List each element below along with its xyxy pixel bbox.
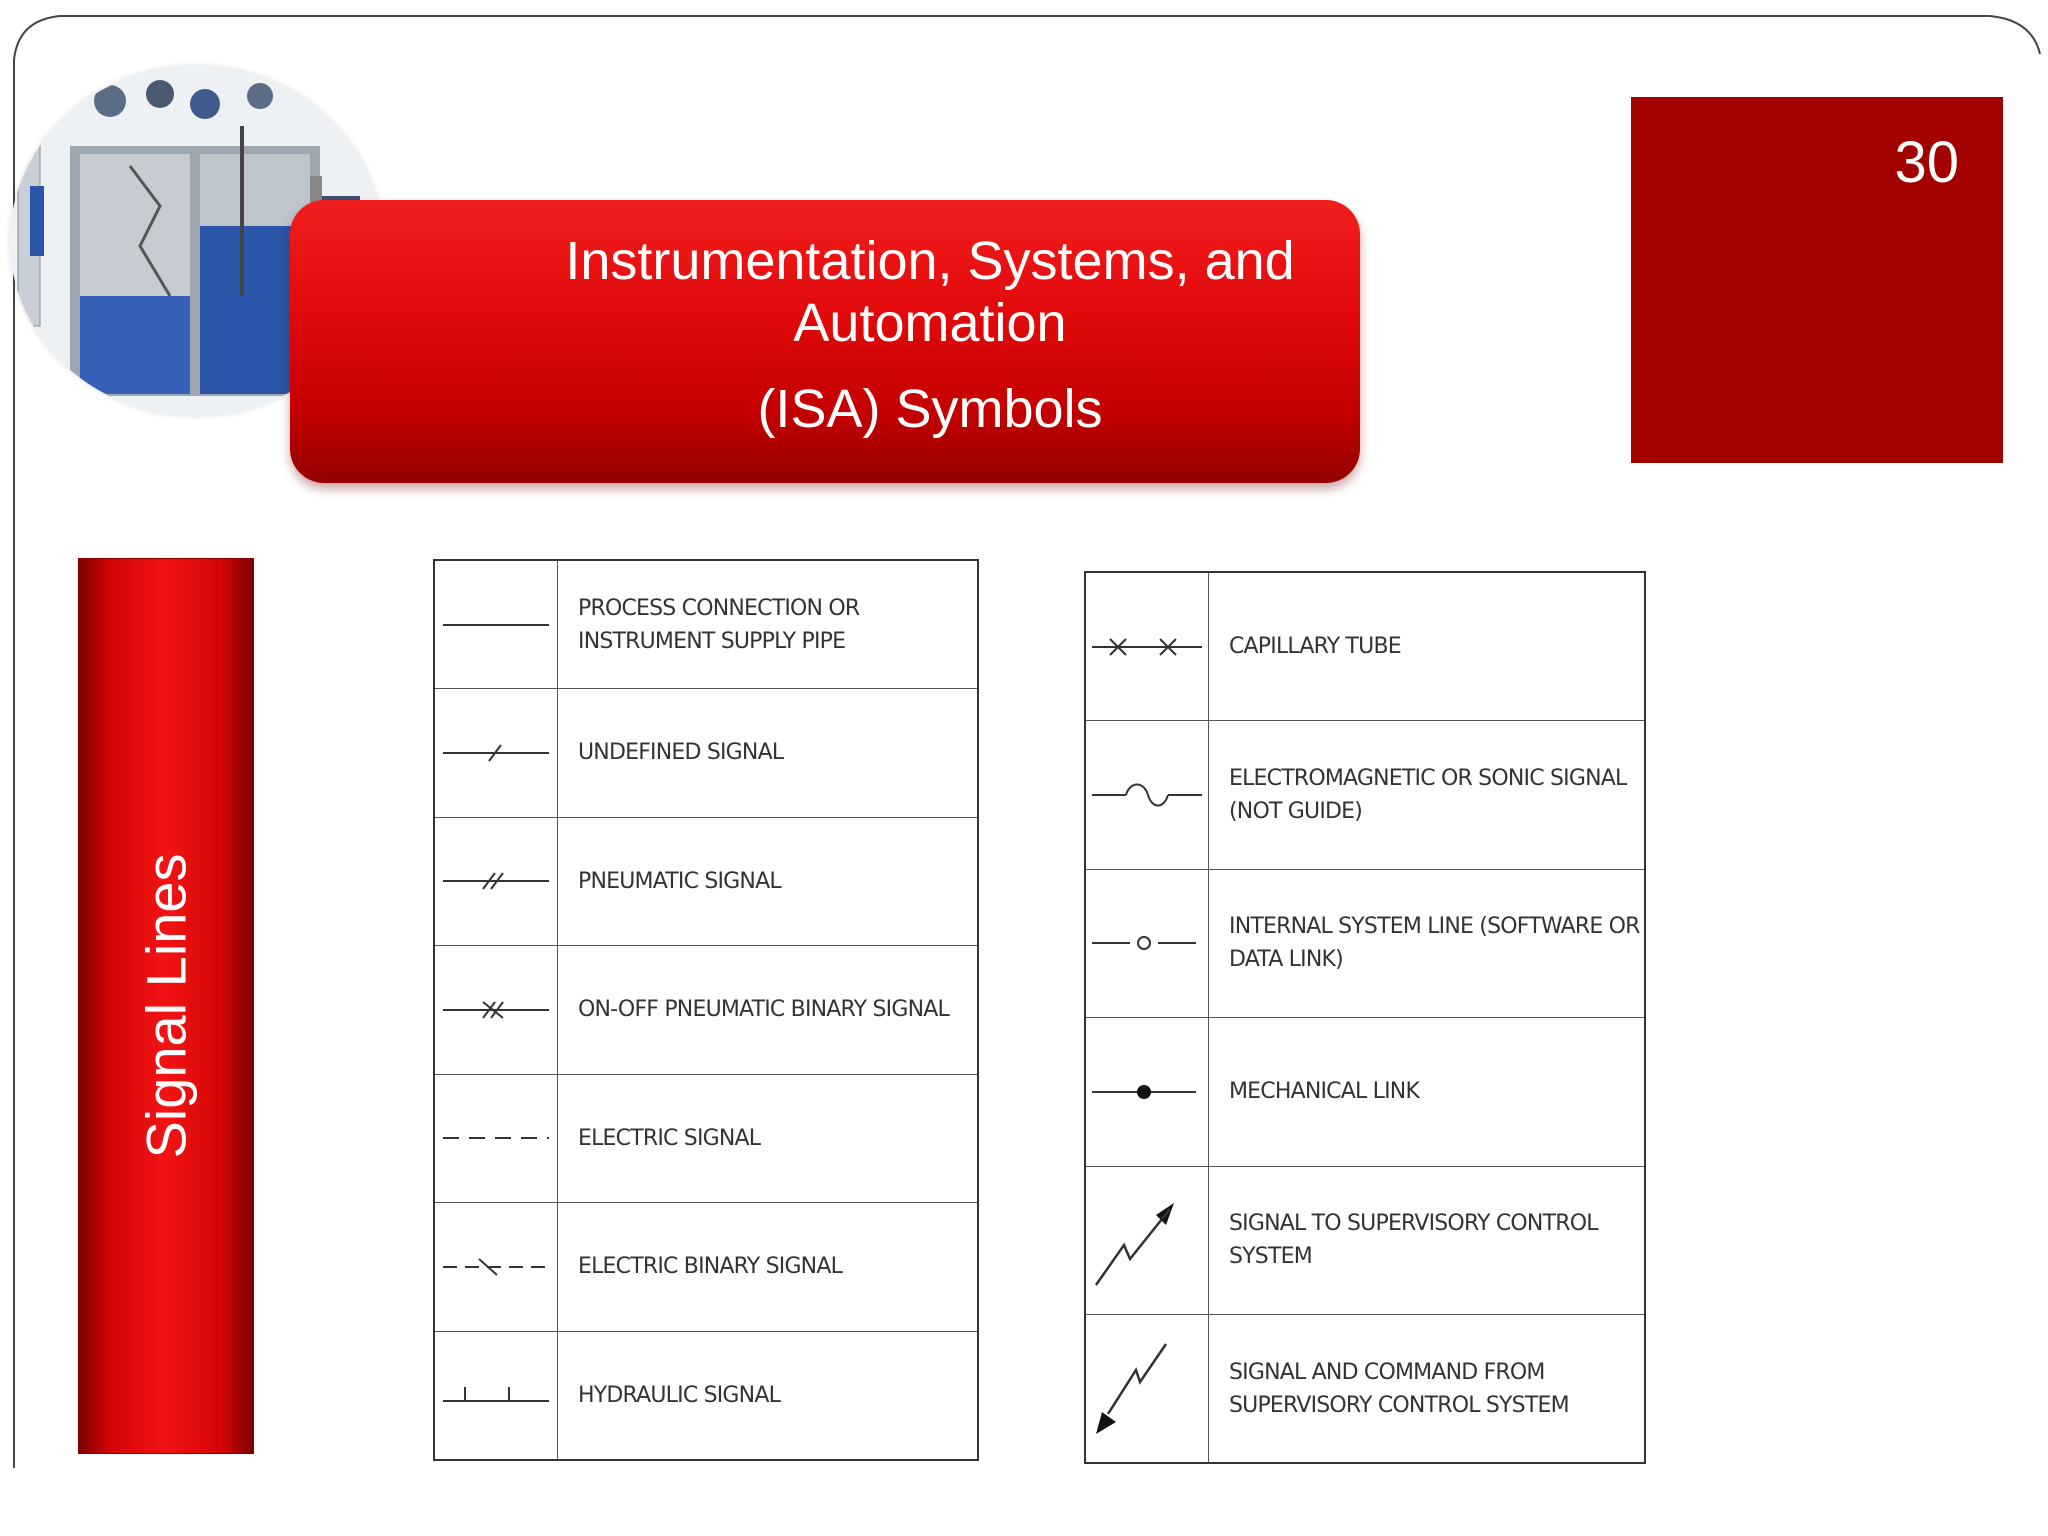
hydraulic-signal-icon bbox=[435, 1375, 557, 1415]
description-line: SIGNAL AND COMMAND FROM bbox=[1229, 1359, 1545, 1385]
table-row bbox=[434, 1331, 978, 1460]
title-line-1: Instrumentation, Systems, and bbox=[565, 231, 1295, 291]
table-row bbox=[434, 946, 978, 1075]
description-cell bbox=[558, 1074, 979, 1203]
description-line: ELECTRIC SIGNAL bbox=[578, 1125, 761, 1151]
table-row bbox=[1085, 1315, 1645, 1464]
table-row bbox=[1085, 721, 1645, 870]
description-line: CAPILLARY TUBE bbox=[1229, 634, 1401, 659]
symbol-cell bbox=[1085, 1315, 1209, 1464]
table-row bbox=[1085, 869, 1645, 1018]
description-line: ELECTRIC BINARY SIGNAL bbox=[578, 1254, 843, 1280]
symbol-cell bbox=[434, 1203, 558, 1332]
table-row bbox=[434, 1203, 978, 1332]
symbol-cell bbox=[1085, 869, 1209, 1018]
signal-to-supervisory-icon bbox=[1086, 1185, 1208, 1295]
symbol-cell bbox=[1085, 721, 1209, 870]
table-row bbox=[434, 1074, 978, 1203]
section-label-bar bbox=[78, 558, 254, 1454]
description-cell bbox=[1209, 721, 1646, 870]
description-cell bbox=[558, 1331, 979, 1460]
section-label: Signal Lines bbox=[134, 853, 198, 1159]
page-number: 30 bbox=[1894, 130, 1959, 195]
table-row bbox=[434, 689, 978, 818]
symbol-cell bbox=[434, 689, 558, 818]
description-line: INSTRUMENT SUPPLY PIPE bbox=[578, 628, 846, 654]
description-cell bbox=[558, 817, 979, 946]
table-row bbox=[434, 817, 978, 946]
pneumatic-signal-icon bbox=[435, 861, 557, 901]
slide-title bbox=[440, 230, 1420, 440]
undefined-signal-icon bbox=[435, 733, 557, 773]
description-cell bbox=[558, 689, 979, 818]
electric-binary-icon bbox=[435, 1247, 557, 1287]
page-number-box bbox=[1631, 97, 2003, 463]
description-line: UNDEFINED SIGNAL bbox=[578, 740, 784, 766]
symbol-cell bbox=[434, 1331, 558, 1460]
electromagnetic-signal-icon bbox=[1086, 775, 1208, 815]
description-cell bbox=[558, 946, 979, 1075]
description-line: SIGNAL TO SUPERVISORY CONTROL bbox=[1229, 1211, 1598, 1237]
table-row bbox=[434, 560, 978, 689]
left-symbol-table bbox=[433, 559, 979, 1461]
process-line-icon bbox=[435, 605, 557, 645]
symbol-cell bbox=[1085, 572, 1209, 721]
right-symbol-table bbox=[1084, 571, 1646, 1464]
mechanical-link-icon bbox=[1086, 1072, 1208, 1112]
capillary-tube-icon bbox=[1086, 627, 1208, 667]
signal-from-supervisory-icon bbox=[1086, 1334, 1208, 1444]
description-line: SYSTEM bbox=[1229, 1244, 1312, 1270]
table-row bbox=[1085, 1018, 1645, 1167]
description-line: DATA LINK) bbox=[1229, 947, 1343, 973]
description-line: (NOT GUIDE) bbox=[1229, 798, 1363, 824]
description-line: PNEUMATIC SIGNAL bbox=[578, 868, 781, 894]
electric-signal-icon bbox=[435, 1118, 557, 1158]
description-cell bbox=[1209, 869, 1646, 1018]
title-line-2: Automation bbox=[793, 293, 1067, 353]
description-line: ON-OFF PNEUMATIC BINARY SIGNAL bbox=[578, 997, 949, 1023]
on-off-pneumatic-icon bbox=[435, 990, 557, 1030]
symbol-cell bbox=[1085, 1018, 1209, 1167]
description-line: INTERNAL SYSTEM LINE (SOFTWARE OR bbox=[1229, 914, 1640, 940]
description-cell bbox=[558, 560, 979, 689]
description-cell bbox=[1209, 1018, 1646, 1167]
description-line: PROCESS CONNECTION OR bbox=[578, 595, 860, 621]
description-line: HYDRAULIC SIGNAL bbox=[578, 1382, 781, 1408]
symbol-cell bbox=[434, 1074, 558, 1203]
symbol-cell bbox=[434, 817, 558, 946]
symbol-cell bbox=[434, 946, 558, 1075]
table-row bbox=[1085, 572, 1645, 721]
title-line-3: (ISA) Symbols bbox=[757, 379, 1103, 439]
description-cell bbox=[1209, 572, 1646, 721]
description-line: MECHANICAL LINK bbox=[1229, 1079, 1420, 1105]
description-cell bbox=[1209, 1315, 1646, 1464]
description-line: ELECTROMAGNETIC OR SONIC SIGNAL bbox=[1229, 765, 1627, 791]
internal-system-line-icon bbox=[1086, 923, 1208, 963]
symbol-cell bbox=[434, 560, 558, 689]
description-line: SUPERVISORY CONTROL SYSTEM bbox=[1229, 1392, 1569, 1418]
description-cell bbox=[558, 1203, 979, 1332]
description-cell bbox=[1209, 1166, 1646, 1315]
table-row bbox=[1085, 1166, 1645, 1315]
symbol-cell bbox=[1085, 1166, 1209, 1315]
